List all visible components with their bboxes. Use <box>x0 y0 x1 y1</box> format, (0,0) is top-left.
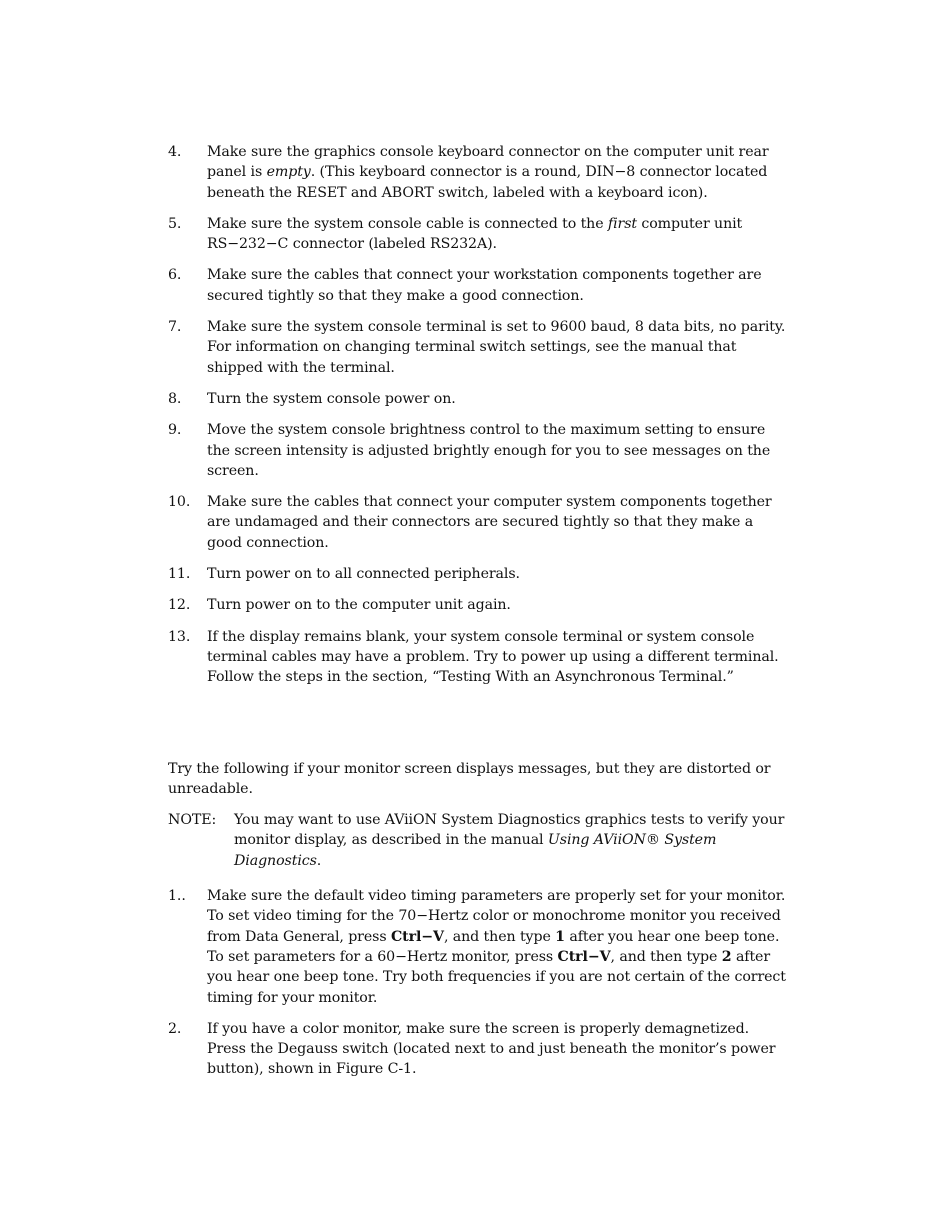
step-number: 1.. <box>168 888 186 905</box>
note-label: NOTE: <box>168 812 217 829</box>
note-text-part: . <box>316 852 322 869</box>
step-text-part: . (This keyboard connector is a round, DIN−8 connector located beneath the RESET and ABORT switch, labeled with a keyboard icon). <box>207 164 768 201</box>
step-number: 13. <box>168 628 191 645</box>
list-item-step-6 <box>168 265 788 306</box>
step-text-part: Make sure the system console cable is connected to the <box>207 215 608 232</box>
key-value: 1 <box>555 928 565 945</box>
step-text-part: after you hear one beep tone. Try both frequencies if you are not certain of the correct timing for your monitor. <box>207 948 786 1006</box>
step-number: 2. <box>168 1020 182 1037</box>
step-number: 10. <box>168 494 191 511</box>
step-text-part: , and then type <box>443 928 556 945</box>
step-text <box>207 142 788 203</box>
key-value: 2 <box>721 948 732 965</box>
list-item-step-4 <box>168 142 788 203</box>
step-text-part: computer unit RS−232−C connector (labeled RS232A). <box>207 215 743 253</box>
list-item-step-12 <box>168 595 788 615</box>
step-text <box>207 886 788 1008</box>
key-combo: Ctrl−V <box>390 928 444 945</box>
step-text: Make sure the system console terminal is set to 9600 baud, 8 data bits, no parity. For information on changing terminal switch settings, see the manual that shipped with the terminal. <box>207 319 786 376</box>
list-item-step-10 <box>168 492 788 553</box>
list-item-step-13 <box>168 627 788 688</box>
step-text-part: after you hear one beep tone. To set parameters for a 60−Hertz monitor, press <box>207 928 780 965</box>
step-emphasis: first <box>607 215 637 232</box>
manual-title: Using AViiON® System Diagnostics <box>234 832 717 869</box>
step-text-part: Make sure the default video timing parameters are properly set for your monitor. To set video timing for the 70−Hertz color or monochrome monitor you received from Data General, press <box>207 888 786 945</box>
step-text: Move the system console brightness control to the maximum setting to ensure the screen intensity is adjusted brightly enough for you to see messages on the screen. <box>207 422 771 479</box>
step-number: 11. <box>168 566 191 583</box>
list-item-step-7 <box>168 317 788 378</box>
step-text: Make sure the cables that connect your workstation components together are secured tightly so that they make a good connection. <box>207 267 762 304</box>
step-text: Turn the system console power on. <box>207 390 456 407</box>
step-number: 12. <box>168 597 191 614</box>
list-item-step-8 <box>168 389 788 409</box>
list-item-step-11 <box>168 564 788 584</box>
step-number: 7. <box>168 319 182 336</box>
step-number: 6. <box>168 267 182 284</box>
step-text: If you have a color monitor, make sure the screen is properly demagnetized. Press the Degauss switch (located next to and just beneath the monitor’s power button), shown in Figure C-1. <box>207 1020 776 1078</box>
intro-paragraph: Try the following if your monitor screen displays messages, but they are distorted or unreadable. <box>168 760 771 797</box>
note-block <box>168 810 788 871</box>
list-item-step-5 <box>168 214 788 255</box>
step-number: 4. <box>168 144 182 160</box>
section-spacer <box>168 699 788 759</box>
step-number: 5. <box>168 215 182 232</box>
step-number: 8. <box>168 390 182 407</box>
list-item-step-9 <box>168 420 788 481</box>
step-number: 9. <box>168 422 182 439</box>
step-emphasis: empty <box>266 164 311 181</box>
step-text: Turn power on to the computer unit again. <box>207 597 511 614</box>
step-text: Turn power on to all connected peripherals. <box>207 566 520 583</box>
list-item-step-b1 <box>168 886 788 1008</box>
step-text <box>207 214 788 255</box>
note-text-part: You may want to use AViiON System Diagnostics graphics tests to verify your monitor display, as described in the manual <box>234 812 785 849</box>
list-item-step-b2 <box>168 1019 788 1080</box>
step-text-part: Make sure the graphics console keyboard connector on the computer unit rear panel is <box>207 144 769 181</box>
page-content <box>168 142 788 1091</box>
step-text-part: , and then type <box>610 948 722 965</box>
step-text: If the display remains blank, your system console terminal or system console terminal cables may have a problem. Try to power up using a different terminal. Follow the steps in the section, “Testing With an Asynchronous Terminal.” <box>207 628 779 686</box>
step-text: Make sure the cables that connect your computer system components together are undamaged and their connectors are secured tightly so that they make a good connection. <box>207 494 772 551</box>
key-combo: Ctrl−V <box>557 948 611 965</box>
note-text <box>234 810 788 871</box>
